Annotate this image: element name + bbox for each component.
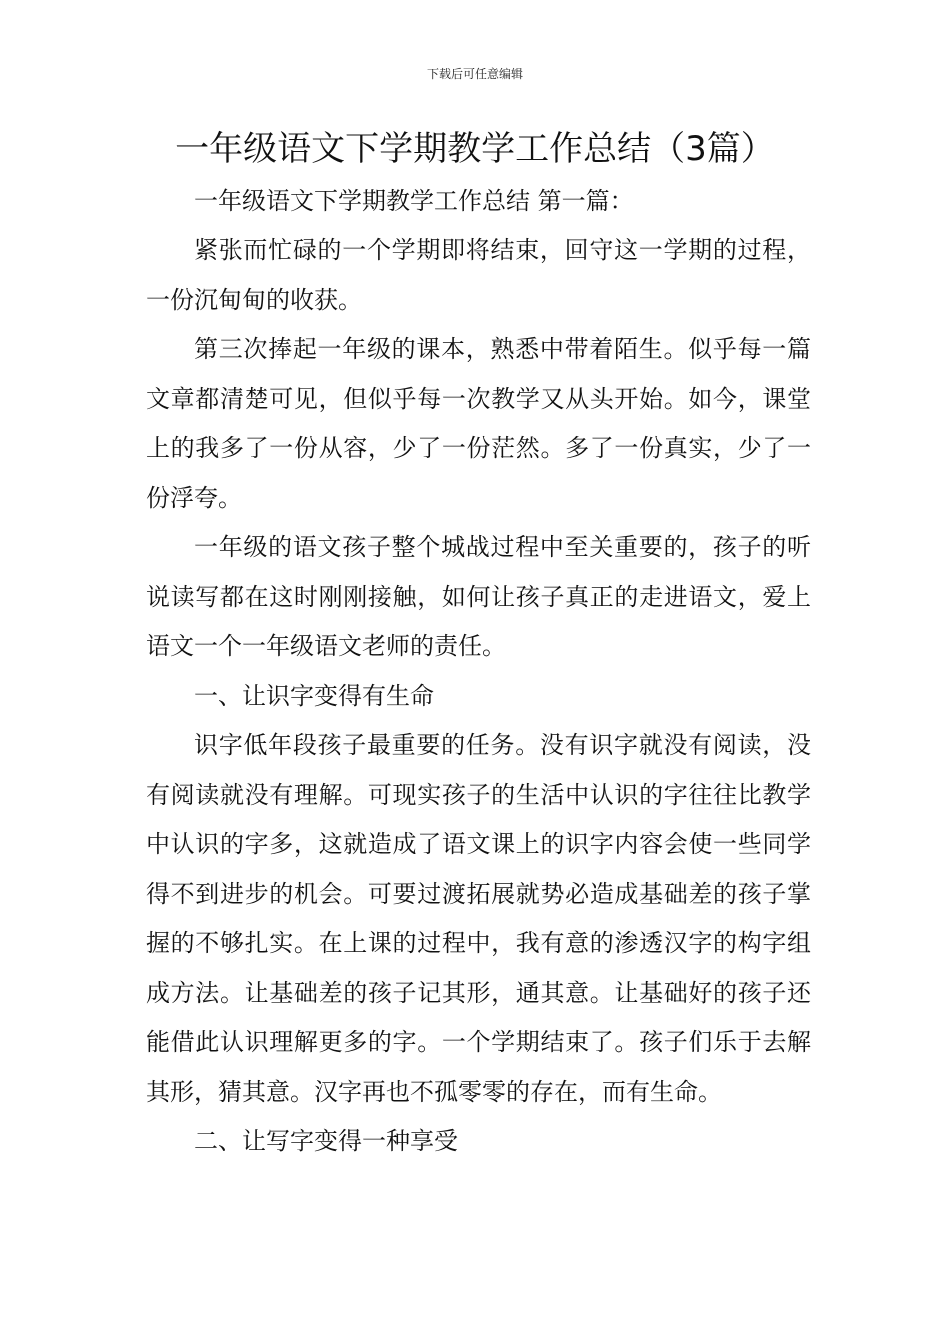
document-body	[146, 180, 811, 1167]
section-heading: 一、让识字变得有生命	[194, 681, 434, 710]
paragraph: 一年级的语文孩子整个城战过程中至关重要的，孩子的听说读写都在这时刚刚接触，如何让孩子真正的走进语文，爱上语文一个一年级语文老师的责任。	[146, 533, 811, 660]
paragraph: 识字低年段孩子最重要的任务。没有识字就没有阅读，没有阅读就没有理解。可现实孩子的生活中认识的字往往比教学中认识的字多，这就造成了语文课上的识字内容会使一些同学得不到进步的机会。可要过渡拓展就势必造成基础差的孩子掌握的不够扎实。在上课的过程中，我有意的渗透汉字的构字组成方法。让基础差的孩子记其形，通其意。让基础好的孩子还能借此认识理解更多的字。一个学期结束了。孩子们乐于去解其形，猜其意。汉字再也不孤零零的存在，而有生命。	[146, 731, 811, 1106]
section-heading: 二、让写字变得一种享受	[194, 1127, 458, 1155]
section-subtitle: 一年级语文下学期教学工作总结 第一篇：	[194, 187, 634, 215]
paragraph: 紧张而忙碌的一个学期即将结束，回守这一学期的过程，一份沉甸甸的收获。	[146, 236, 811, 314]
header-note: 下载后可任意编辑	[426, 67, 523, 81]
paragraph: 第三次捧起一年级的课本，熟悉中带着陌生。似乎每一篇文章都清楚可见，但似乎每一次教学又从头开始。如今，课堂上的我多了一份从容，少了一份茫然。多了一份真实，少了一份浮夸。	[146, 335, 811, 512]
document-title: 一年级语文下学期教学工作总结（3篇）	[175, 129, 775, 169]
